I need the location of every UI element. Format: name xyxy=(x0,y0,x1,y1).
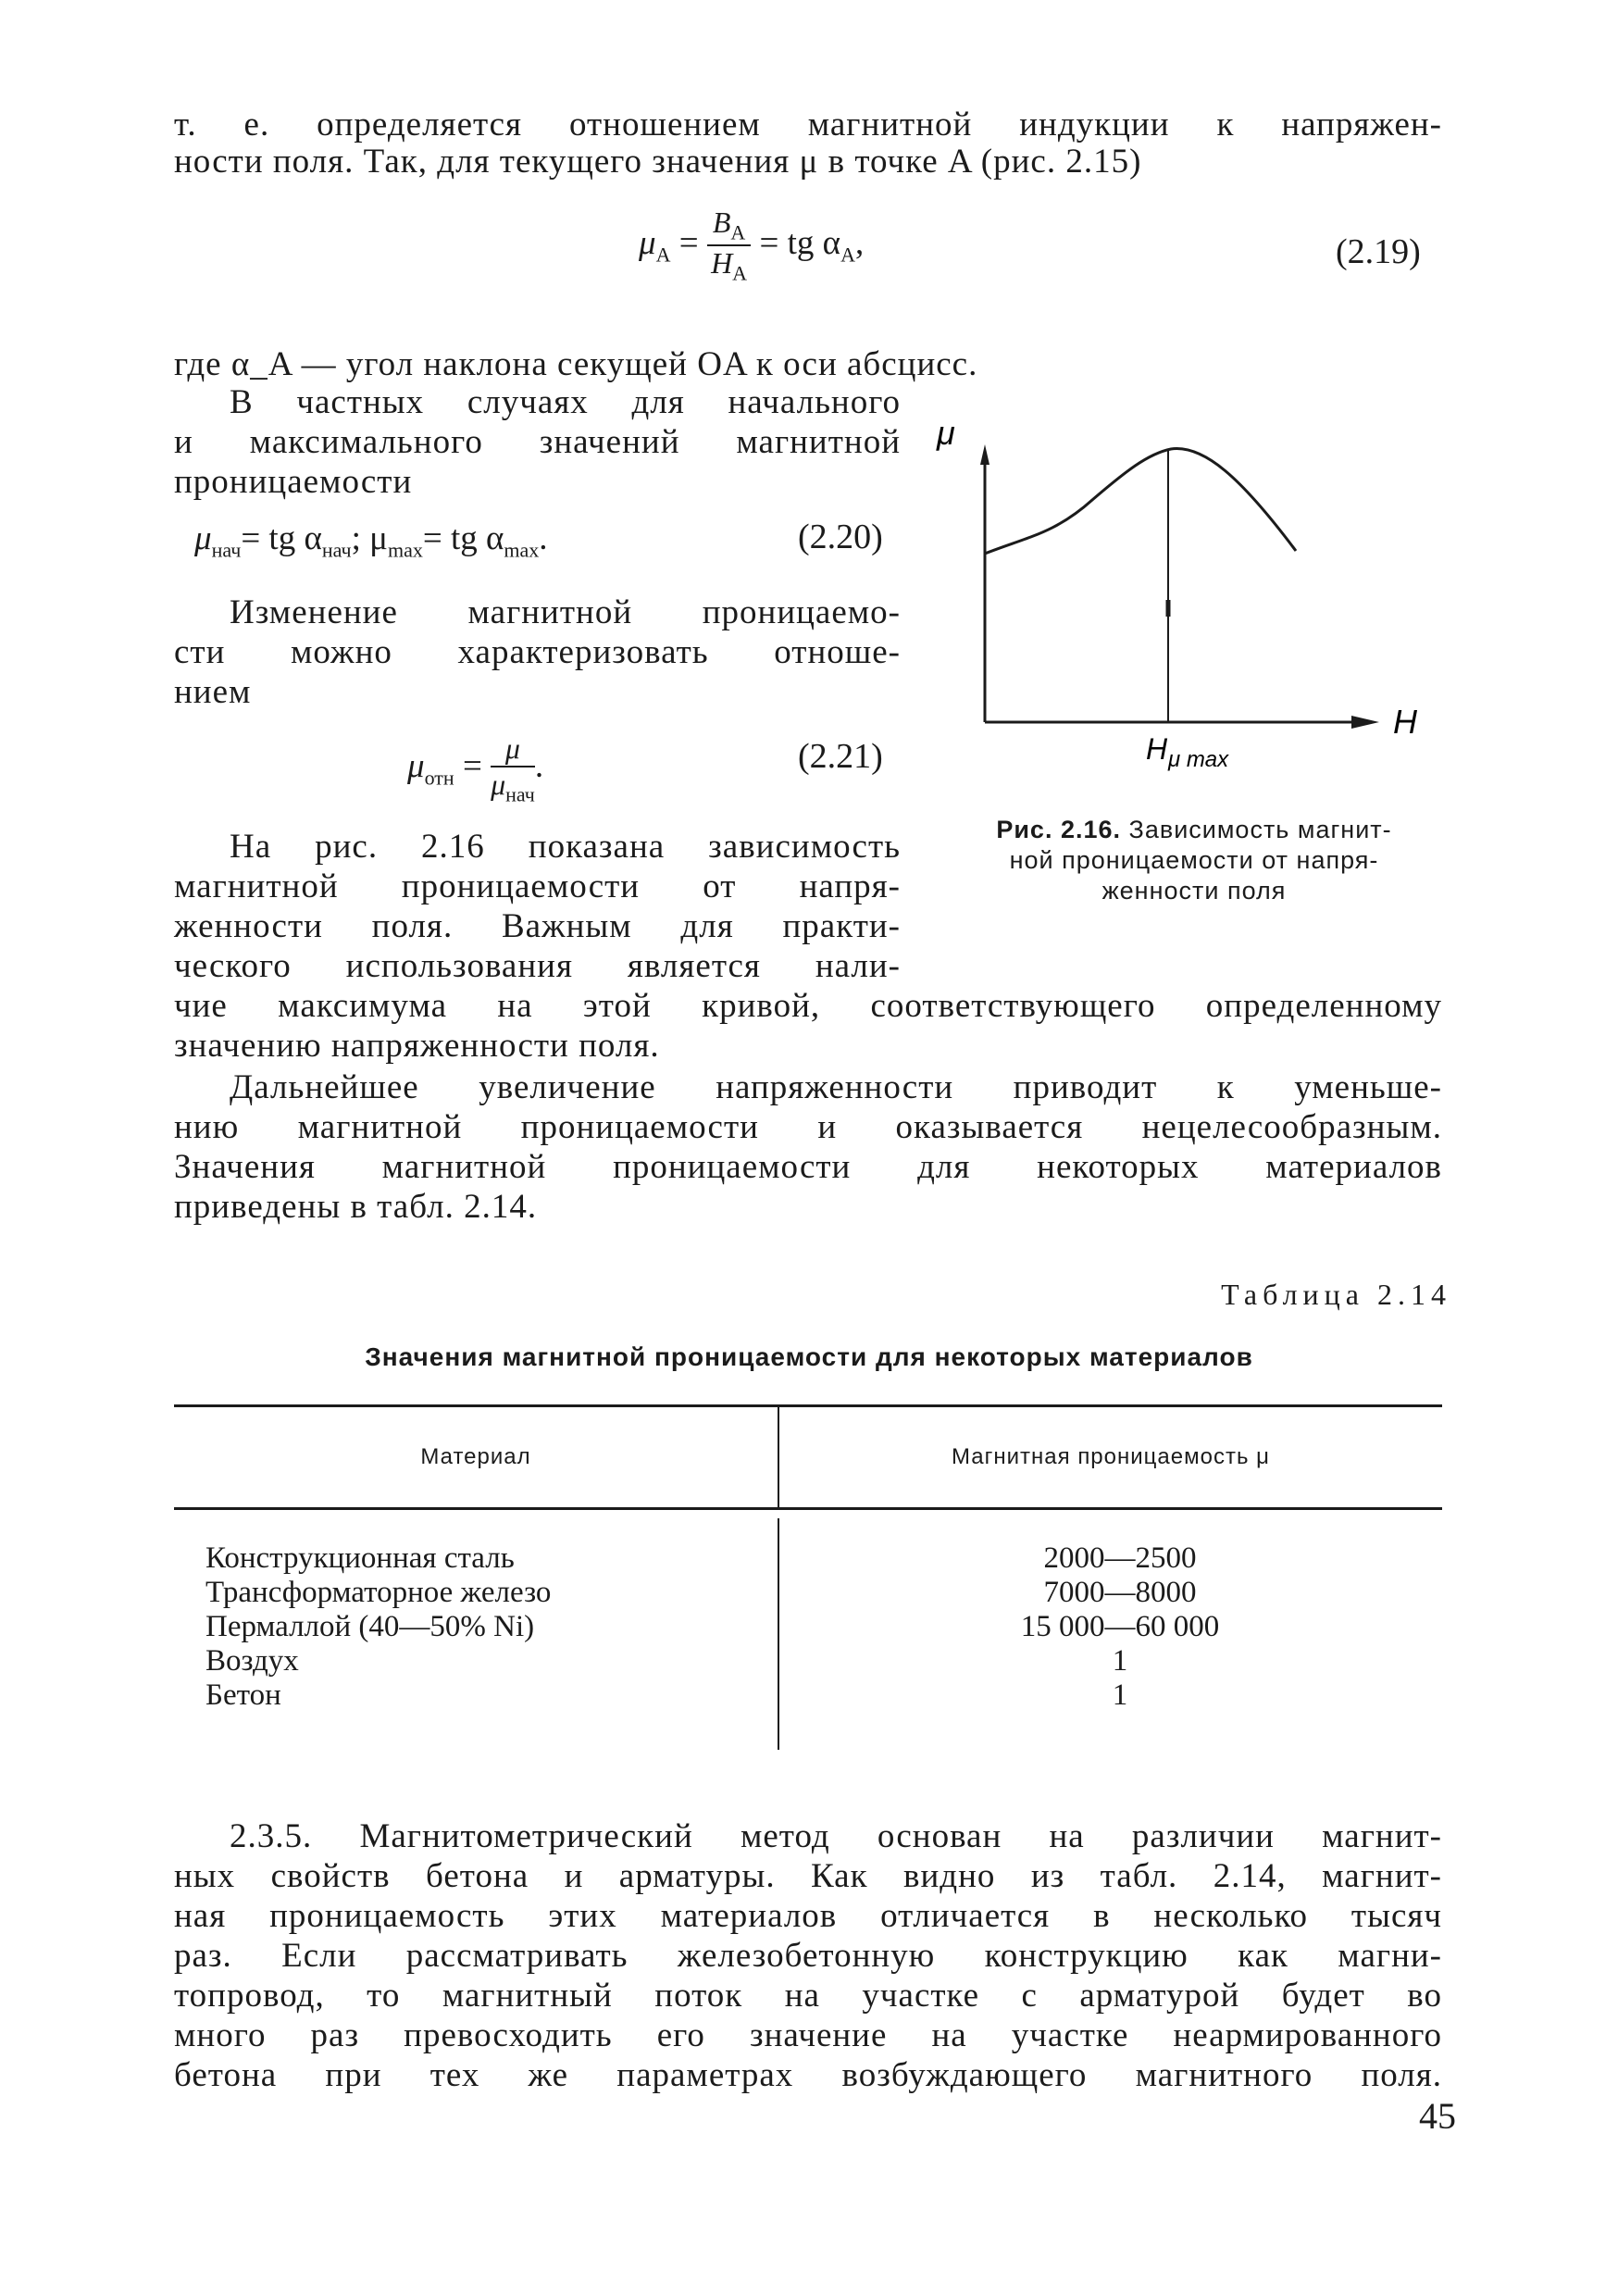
paragraph-6-line-4: приведены в табл. 2.14. xyxy=(174,1188,538,1226)
table-number: Таблица 2.14 xyxy=(1221,1278,1451,1311)
table-cell-material: Бетон xyxy=(205,1678,281,1712)
figure-2-16 xyxy=(926,398,1444,805)
paragraph-5-line-3: женности поля. Важным для практи- xyxy=(174,907,901,945)
paragraph-7-line-1: 2.3.5. Магнитометрический метод основан на различии магнит- xyxy=(230,1817,1442,1855)
paragraph-7-line-7: бетона при тех же параметрах возбуждающего магнитного поля. xyxy=(174,2056,1442,2094)
paragraph-4-line-3: нием xyxy=(174,673,252,711)
caption-line-1: Зависимость магнит- xyxy=(1128,816,1392,843)
fraction-mu-mu-nach: $\frac{\mu}{\mu_{нач}}$ xyxy=(491,731,535,806)
paragraph-2: где α_A — угол наклона секущей OA к оси абсцисс. xyxy=(174,345,978,383)
table-cell-value: 1 xyxy=(1112,1644,1128,1678)
paragraph-7-line-2: ных свойств бетона и арматуры. Как видно из табл. 2.14, магнит- xyxy=(174,1857,1442,1895)
paragraph-1-line-1: т. е. определяется отношением магнитной индукции к напряжен- xyxy=(174,106,1442,144)
y-axis-label: μ xyxy=(937,414,955,452)
caption-line-2: ной проницаемости от напря- xyxy=(1009,846,1379,874)
table-cell-value: 2000—2500 xyxy=(1043,1541,1197,1575)
table-cell-value: 15 000—60 000 xyxy=(1020,1610,1220,1643)
paragraph-3-line-1: В частных случаях для начального xyxy=(230,383,901,421)
equation-number-2-21: (2.21) xyxy=(798,737,883,776)
paragraph-5-line-5: чие максимума на этой кривой, соответствующего определенному xyxy=(174,987,1442,1025)
paragraph-5-line-4: ческого использования является нали- xyxy=(174,947,901,985)
paragraph-5-line-1: На рис. 2.16 показана зависимость xyxy=(230,828,901,866)
paragraph-7-line-3: ная проницаемость этих материалов отличается в несколько тысяч xyxy=(174,1897,1442,1935)
x-marker-label: H xyxy=(1146,732,1168,766)
table-cell-material: Трансформаторное железо xyxy=(205,1576,552,1609)
paragraph-3-line-2: и максимального значений магнитной xyxy=(174,423,901,461)
x-axis-arrow xyxy=(1351,716,1379,729)
paragraph-6-line-3: Значения магнитной проницаемости для некоторых материалов xyxy=(174,1148,1442,1186)
table-body-divider xyxy=(778,1518,779,1750)
equation-2-19: $\mu_A$ = $\frac{B_A}{H_A}$ = tg $\alpha_A$, xyxy=(639,206,865,285)
paragraph-4-line-2: сти можно характеризовать отноше- xyxy=(174,633,901,671)
paragraph-7-line-6: много раз превосходить его значение на участке неармированного xyxy=(174,2016,1442,2054)
paragraph-5-line-6: значению напряженности поля. xyxy=(174,1027,660,1065)
table-top-rule xyxy=(174,1404,1442,1407)
equation-number-2-19: (2.19) xyxy=(1336,232,1421,271)
table-header-rule xyxy=(174,1507,1442,1510)
x-axis-label: H xyxy=(1393,703,1417,741)
table-cell-value: 1 xyxy=(1112,1678,1128,1712)
paragraph-6-line-1: Дальнейшее увеличение напряженности приводит к уменьше- xyxy=(230,1068,1442,1106)
figure-caption xyxy=(940,815,1449,906)
permeability-curve xyxy=(985,449,1296,554)
equation-2-21: $\mu_{отн}$ = $\frac{\mu}{\mu_{нач}}$ . xyxy=(407,731,544,806)
paragraph-5-line-2: магнитной проницаемости от напря- xyxy=(174,867,901,905)
paragraph-6-line-2: нию магнитной проницаемости и оказывается нецелесообразным. xyxy=(174,1108,1442,1146)
paragraph-7-line-5: топровод, то магнитный поток на участке с арматурой будет во xyxy=(174,1977,1442,2015)
table-cell-material: Воздух xyxy=(205,1644,299,1678)
equation-number-2-20: (2.20) xyxy=(798,518,883,556)
x-marker-sub: μ max xyxy=(1168,747,1229,772)
table-cell-material: Конструкционная сталь xyxy=(205,1541,515,1575)
paragraph-4-line-1: Изменение магнитной проницаемо- xyxy=(230,593,901,631)
table-header-permeability: Магнитная проницаемость μ xyxy=(952,1444,1270,1469)
table-cell-material: Пермаллой (40—50% Ni) xyxy=(205,1610,535,1643)
caption-label: Рис. 2.16. xyxy=(996,816,1122,843)
paragraph-3-line-3: проницаемости xyxy=(174,463,413,501)
paragraph-7-line-4: раз. Если рассматривать железобетонную конструкцию как магни- xyxy=(174,1937,1442,1975)
fraction-ba-ha: $\frac{B_A}{H_A}$ xyxy=(707,206,751,286)
page-number: 45 xyxy=(1419,2095,1456,2137)
table-cell-value: 7000—8000 xyxy=(1043,1576,1197,1609)
equation-2-20: $\mu_{нач}=$ tg $\alpha_{нач}$; $\mu_{max}=$ tg $\alpha_{max}$. xyxy=(194,519,548,562)
caption-line-3: женности поля xyxy=(1101,877,1287,905)
table-header-material: Материал xyxy=(420,1444,531,1469)
y-axis-arrow xyxy=(980,444,989,465)
table-title: Значения магнитной проницаемости для некоторых материалов xyxy=(365,1342,1253,1371)
paragraph-1-line-2: ности поля. Так, для текущего значения μ в точке A (рис. 2.15) xyxy=(174,143,1142,181)
